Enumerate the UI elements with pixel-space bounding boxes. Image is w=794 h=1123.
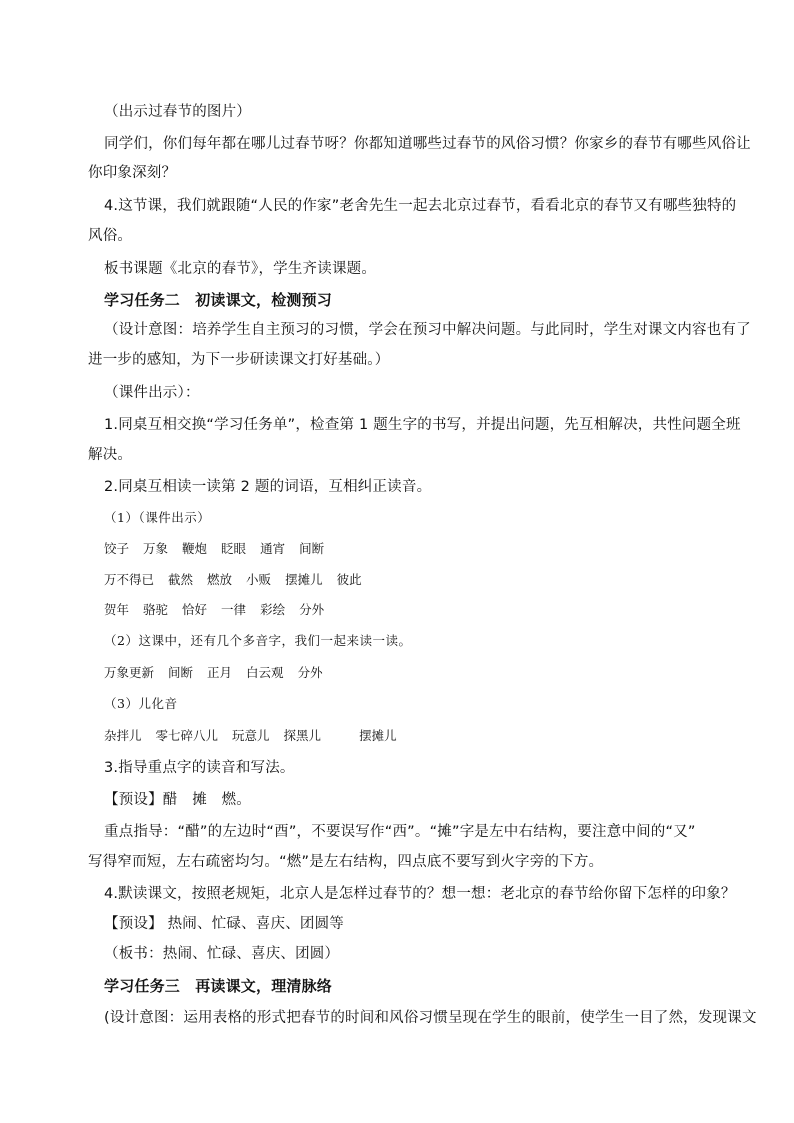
word: 杂拌儿 [104,728,142,743]
word: 燃放 [207,572,233,587]
heading-task-two: 学习任务二 初读课文，检测预习 [104,291,333,309]
paragraph-board-note: （板书：热闹、忙碌、喜庆、团圆） [104,946,340,962]
word-row-2 [104,570,376,590]
word: 鞭炮 [182,541,208,556]
word: 恰好 [182,602,208,617]
paragraph-board-title: 板书课题《北京的春节》，学生齐读课题。 [104,261,377,277]
paragraph-step-2: 2.同桌互相读一读第 2 题的词语，互相纠正读音。 [104,479,432,495]
paragraph-preset-chars: 【预设】醋 摊 燃。 [104,792,251,808]
word-row-polyphonic [104,663,337,683]
word: 正月 [207,665,233,680]
paragraph-step-1-line1: 1.同桌互相交换“学习任务单”，检查第 1 题生字的书写，并提出问题，先互相解决，共性问题全班 [104,417,741,433]
paragraph-sub-2: （2）这课中，还有几个多音字，我们一起来读一读。 [104,633,412,648]
word: 白云观 [246,665,284,680]
paragraph-courseware-show: （课件出示）： [104,385,200,401]
paragraph-follow-laoshe-line1: 4.这节课，我们就跟随“人民的作家”老舍先生一起去北京过春节，看看北京的春节又有哪些独特的 [104,198,737,214]
paragraph-key-guide-line1: 重点指导：“醋”的左边时“酉”，不要误写作“西”。“摊”字是左中右结构，要注意中间的“又” [104,824,696,840]
word-row-3 [104,600,338,620]
word: 摆摊儿 [285,572,323,587]
word: 万不得已 [104,572,155,587]
word: 万象 [143,541,169,556]
paragraph-design-intent-2-line2: 进一步的感知，为下一步研读课文打好基础。） [88,352,390,368]
heading-task-three: 学习任务三 再读课文，理清脉络 [104,977,333,995]
word: 间断 [168,665,194,680]
paragraph-preset-impressions: 【预设】 热闹、忙碌、喜庆、团圆等 [104,916,345,932]
word: 贺年 [104,602,130,617]
word: 饺子 [104,541,130,556]
word-row-1 [104,539,338,559]
word: 零七碎八儿 [155,728,219,743]
word-row-erhua [104,726,411,746]
word: 骆驼 [143,602,169,617]
word: 小贩 [246,572,272,587]
word: 通宵 [260,541,286,556]
word: 玩意儿 [232,728,270,743]
paragraph-question-line2: 你印象深刻？ [88,165,177,181]
word: 彩绘 [260,602,286,617]
word: 截然 [168,572,194,587]
word: 一律 [221,602,247,617]
word: 眨眼 [221,541,247,556]
word: 摆摊儿 [359,728,397,743]
word: 分外 [297,665,323,680]
paragraph-design-intent-3: (设计意图：运用表格的形式把春节的时间和风俗习惯呈现在学生的眼前，使学生一目了然，发现课文 [104,1010,757,1026]
word: 探黑儿 [283,728,322,743]
paragraph-question-line1: 同学们，你们每年都在哪儿过春节呀？你都知道哪些过春节的风俗习惯？你家乡的春节有哪些风俗让 [104,136,751,152]
paragraph-step-3: 3.指导重点字的读音和写法。 [104,760,295,776]
word: 万象更新 [104,665,155,680]
paragraph-show-pictures: （出示过春节的图片） [104,104,251,120]
paragraph-step-1-line2: 解决。 [88,447,133,463]
paragraph-design-intent-2-line1: （设计意图：培养学生自主预习的习惯，学会在预习中解决问题。与此同时，学生对课文内容也有了 [104,322,751,338]
paragraph-sub-1: （1）（课件出示） [104,510,211,525]
paragraph-key-guide-line2: 写得窄而短，左右疏密均匀。“燃”是左右结构，四点底不要写到火字旁的下方。 [88,854,604,870]
word: 彼此 [336,572,362,587]
word: 间断 [299,541,325,556]
word: 分外 [299,602,325,617]
paragraph-step-4: 4.默读课文，按照老规矩，北京人是怎样过春节的？想一想：老北京的春节给你留下怎样的印象？ [104,886,736,902]
paragraph-sub-3: （3）儿化音 [104,696,178,711]
paragraph-follow-laoshe-line2: 风俗。 [88,228,133,244]
